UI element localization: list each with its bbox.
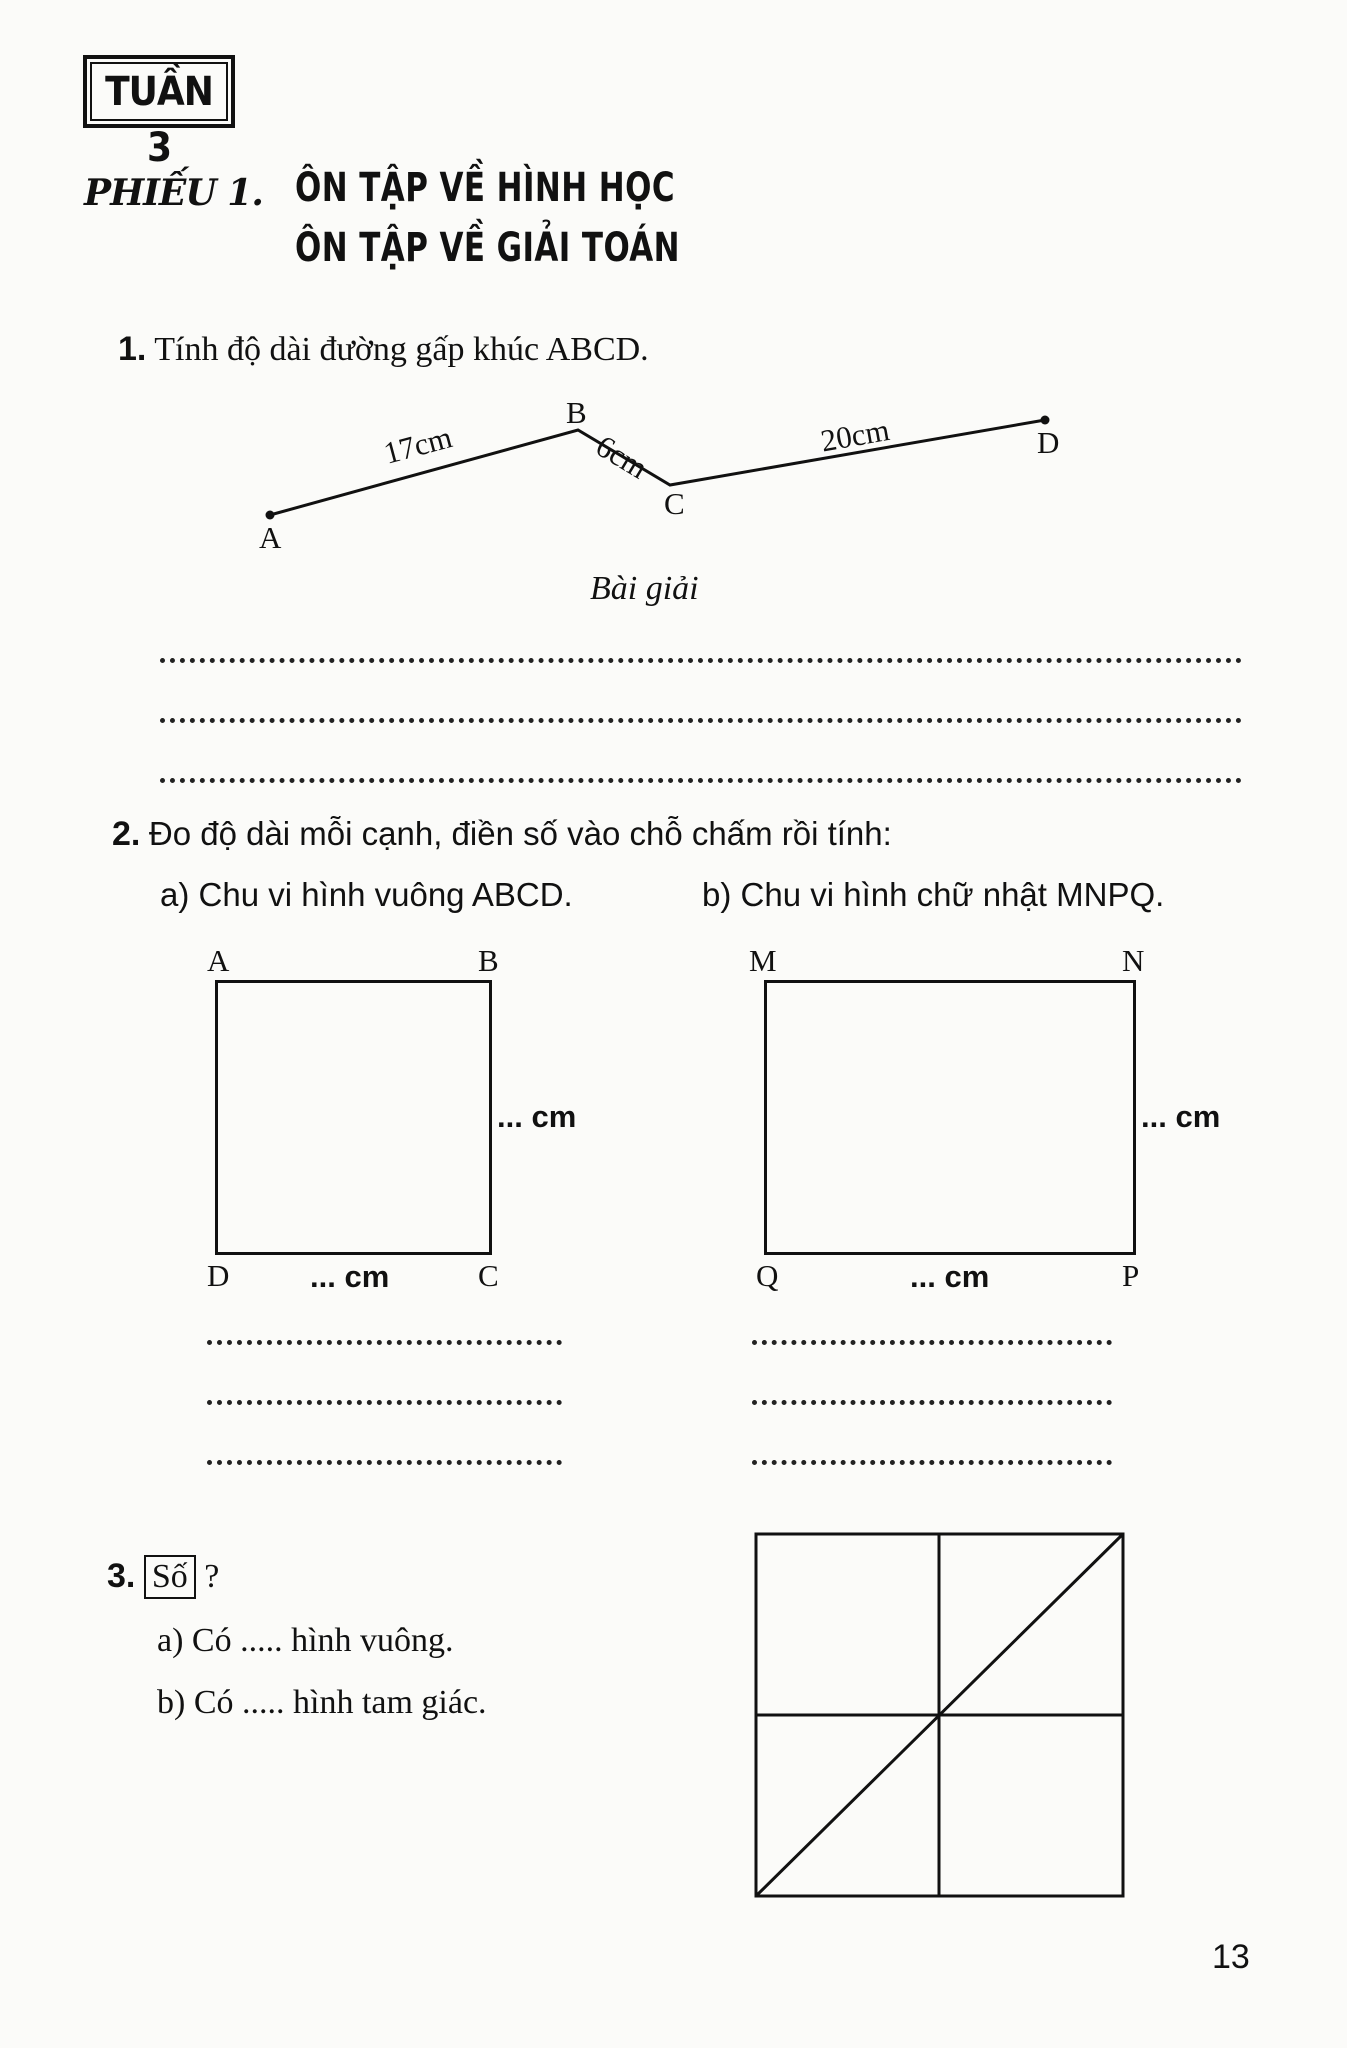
point-label-c: C [664,486,685,521]
square-vertex-d: D [207,1258,230,1293]
title-line-1: ÔN TẬP VỀ HÌNH HỌC [295,165,675,211]
q1-number: 1. [118,330,147,368]
point-label-d: D [1037,425,1060,460]
rect-vertex-n: N [1122,943,1145,978]
q1-text: Tính độ dài đường gấp khúc ABCD. [154,331,649,368]
q3-number: 3. [107,1557,136,1595]
solution-heading: Bài giải [590,570,699,607]
point-label-a: A [259,520,282,555]
square-vertex-a: A [207,943,230,978]
rect-vertex-p: P [1122,1258,1140,1293]
q2-number: 2. [112,815,141,853]
segment-bc-length: 6cm [589,428,654,486]
q3-part-a: a) Có ..... hình vuông. [157,1622,454,1659]
q3-part-b: b) Có ..... hình tam giác. [157,1684,487,1721]
q3-question-mark: ? [204,1558,220,1595]
q2-part-a: a) Chu vi hình vuông ABCD. [160,876,573,913]
square-vertex-b: B [478,943,499,978]
q2-text: Đo độ dài mỗi cạnh, điền số vào chỗ chấm rồi tính: [148,815,892,852]
square-vertex-c: C [478,1258,499,1293]
segment-cd-length: 20cm [818,412,892,459]
square-side-length-blank[interactable]: ... cm [497,1099,577,1134]
square-bottom-length-blank[interactable]: ... cm [310,1259,390,1294]
q2-part-b: b) Chu vi hình chữ nhật MNPQ. [702,876,1165,913]
point-label-b: B [566,395,587,430]
title-line-2: ÔN TẬP VỀ GIẢI TOÁN [295,225,680,271]
number-answer-box: Số [144,1555,196,1599]
segment-ab-length: 17cm [380,419,456,471]
rect-side-length-blank[interactable]: ... cm [1141,1099,1221,1134]
rect-bottom-length-blank[interactable]: ... cm [910,1259,990,1294]
page-number: 13 [1212,1938,1250,1976]
sheet-label: PHIẾU 1. [84,172,263,214]
rect-vertex-q: Q [756,1258,779,1293]
rect-vertex-m: M [749,943,777,978]
week-label: TUẦN 3 [90,62,228,121]
